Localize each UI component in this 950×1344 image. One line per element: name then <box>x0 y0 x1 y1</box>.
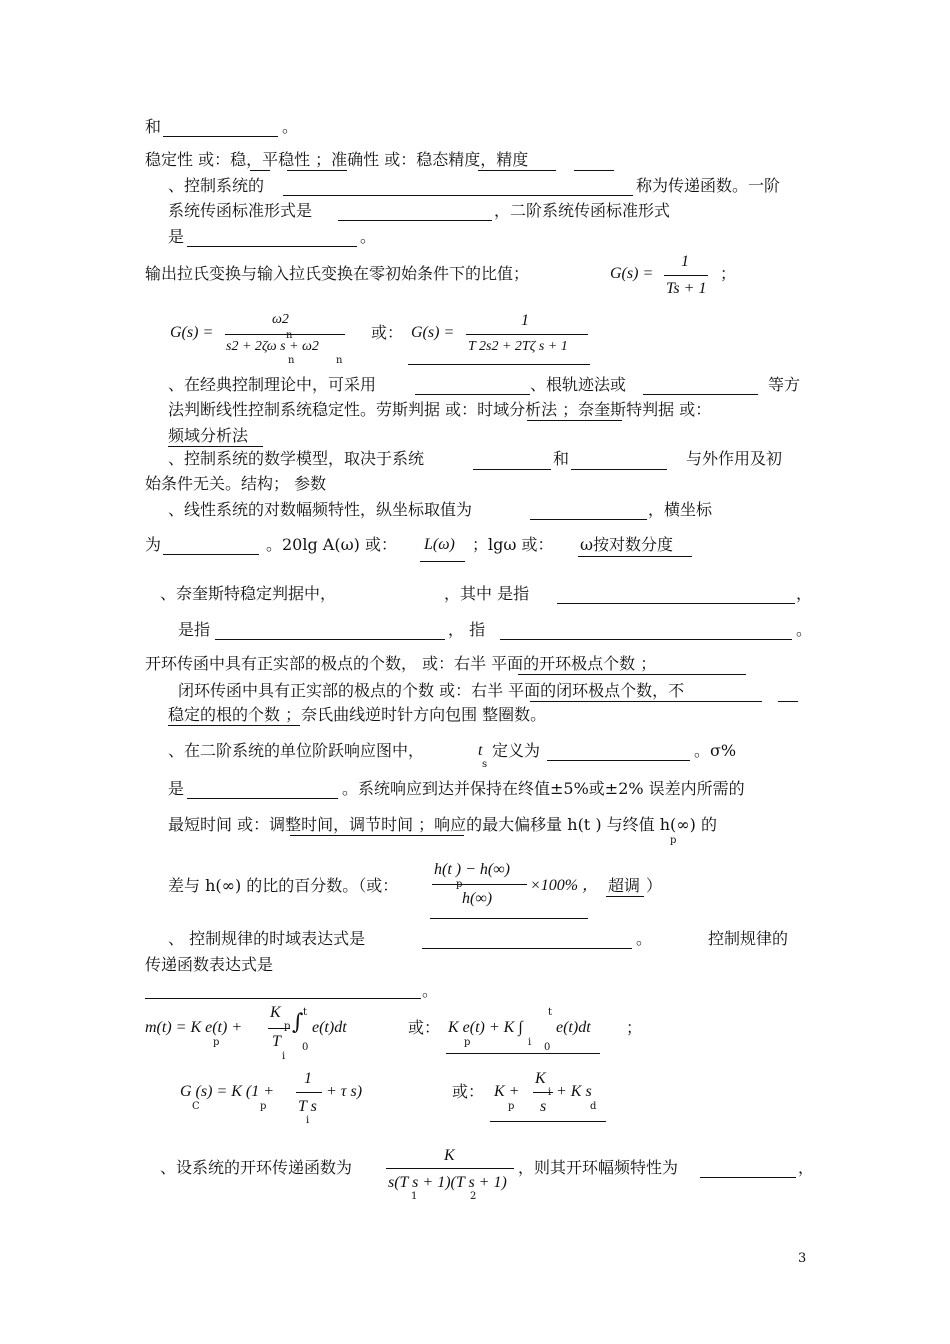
answer-blank <box>163 554 259 555</box>
formula-denominator: s <box>540 1098 547 1115</box>
answer-blank <box>557 603 795 604</box>
formula: K e(t) + K ∫ <box>448 1019 523 1036</box>
question-text: 和 <box>553 449 570 468</box>
formula-denominator: T <box>272 1033 281 1050</box>
answer-line: 法判断线性控制系统稳定性。劳斯判据 或：时域分析法 ；奈奎斯特判据 或： <box>168 400 712 419</box>
answer-line: L(ω) <box>424 536 455 553</box>
integral-symbol: ∫ <box>292 1010 304 1035</box>
answer-line: ω按对数分度 <box>580 535 674 554</box>
answer-blank <box>338 220 492 221</box>
formula-numerator: K <box>535 1070 546 1087</box>
page-number: 3 <box>798 1251 807 1266</box>
question-text: 。 <box>636 929 653 948</box>
question-text: ， <box>798 1158 815 1177</box>
answer-blank <box>422 948 632 949</box>
formula: t <box>478 742 483 759</box>
answer-line: 差与 h(∞) 的比的百分数。（或： <box>168 876 399 895</box>
question-text: 是 <box>168 227 185 246</box>
question-text: 称为传递函数。一阶 <box>636 176 781 195</box>
text-line: 或： <box>452 1082 485 1101</box>
question-text: 控制规律的 <box>708 929 789 948</box>
formula-numerator: 1 <box>681 253 689 270</box>
question-text: ，横坐标 <box>648 500 713 519</box>
answer-blank <box>283 195 633 196</box>
formula-denominator: h(∞) <box>462 890 493 907</box>
formula-denominator: Ts + 1 <box>666 280 707 297</box>
answer-line: 稳定的根的个数 ；奈氏曲线逆时针方向包围 整圈数。 <box>168 705 547 724</box>
formula-numerator: K <box>270 1004 281 1021</box>
question-text: 、根轨迹法或 <box>530 375 627 394</box>
text-line: 。 <box>282 117 299 136</box>
answer-blank <box>145 998 421 999</box>
question-text: ， 指 <box>448 620 486 639</box>
answer-blank <box>700 1177 796 1178</box>
answer-line: 超调 <box>608 876 641 895</box>
text-line: 或： <box>408 1018 441 1037</box>
question-text: 是 <box>168 779 185 798</box>
question-text: 是指 <box>178 620 211 639</box>
formula: K + <box>494 1083 520 1100</box>
question-text: 、控制系统的 <box>168 176 265 195</box>
answer-line: 闭环传函中具有正实部的极点的个数 或：右半 平面的闭环极点个数，不 <box>178 681 685 700</box>
answer-line: 频域分析法 <box>168 426 249 445</box>
text-line: ； <box>626 1018 643 1037</box>
answer-blank <box>187 798 338 799</box>
answer-line: 稳定性 或：稳，平稳性 ；准确性 或：稳态精度，精度 <box>145 150 529 169</box>
formula: + K s <box>556 1083 592 1100</box>
answer-line: ；lgω 或： <box>472 535 554 554</box>
answer-blank <box>215 639 445 640</box>
question-text: 。 <box>796 620 813 639</box>
answer-blank <box>163 136 278 137</box>
answer-blank <box>571 469 667 470</box>
question-text: 定义为 <box>492 741 541 760</box>
formula-numerator: h(t ) − h(∞) <box>434 861 510 878</box>
formula-numerator: 1 <box>521 312 529 329</box>
answer-line: 始条件无关。结构； 参数 <box>145 474 327 493</box>
question-text: ，则其开环幅频特性为 <box>518 1158 679 1177</box>
answer-blank <box>415 394 530 395</box>
question-text: 、线性系统的对数幅频特性，纵坐标取值为 <box>168 500 473 519</box>
formula: + τ s) <box>326 1083 363 1100</box>
formula-numerator: 1 <box>304 1070 312 1087</box>
answer-blank <box>643 394 758 395</box>
text-line: ； <box>720 264 737 283</box>
formula: G(s) = <box>411 324 455 341</box>
question-text: 与外作用及初 <box>686 449 783 468</box>
question-text: 等方 <box>768 375 801 394</box>
question-text: 。σ% <box>694 741 737 760</box>
question-text: 、 控制规律的时域表达式是 <box>168 929 366 948</box>
question-text: ，其中 是指 <box>444 584 530 603</box>
answer-line: 输出拉氏变换与输入拉氏变换在零初始条件下的比值； <box>145 264 530 283</box>
formula-numerator: K <box>444 1147 455 1164</box>
question-text: 、在经典控制理论中，可采用 <box>168 375 377 394</box>
formula: G(s) = <box>170 324 214 341</box>
text-line: 和 <box>145 117 162 136</box>
formula-denominator: s2 + 2ζω s + ω2 <box>226 339 319 354</box>
formula-denominator: T 2s2 + 2Tζ s + 1 <box>468 339 568 354</box>
formula: m(t) = K e(t) + <box>145 1019 243 1036</box>
formula: G(s) = <box>610 265 654 282</box>
formula-denominator: T s <box>298 1098 317 1115</box>
formula-denominator: s(T s + 1)(T s + 1) <box>388 1174 507 1191</box>
question-text: 、设系统的开环传递函数为 <box>160 1158 353 1177</box>
answer-line: 开环传函中具有正实部的极点的个数， 或：右半 平面的开环极点个数 ； <box>145 654 657 673</box>
answer-blank <box>187 246 357 247</box>
text-line: 或： <box>371 323 404 342</box>
answer-blank <box>473 469 551 470</box>
question-text: 、控制系统的数学模型，取决于系统 <box>168 449 425 468</box>
formula: e(t)dt <box>556 1019 591 1036</box>
formula: ×100% ， <box>530 877 599 894</box>
formula: G (s) = K (1 + <box>180 1083 275 1100</box>
question-text: 、奈奎斯特稳定判据中， <box>160 584 337 603</box>
formula-numerator: ω2 <box>272 312 289 327</box>
answer-line: 最短时间 或：调整时间，调节时间 ；响应的最大偏移量 h(t ) 与终值 h(∞) 的 <box>168 815 717 834</box>
question-text: 系统传函标准形式是 <box>168 201 313 220</box>
question-text: ， <box>796 584 813 603</box>
answer-blank <box>547 760 690 761</box>
question-text: 为 <box>145 535 162 554</box>
formula: e(t)dt <box>312 1019 347 1036</box>
question-text: ，二阶系统传函标准形式 <box>494 201 671 220</box>
text-line: ） <box>646 876 663 895</box>
answer-blank <box>500 639 792 640</box>
question-text: 。 <box>422 981 439 1000</box>
answer-line: 。系统响应到达并保持在终值±5%或±2% 误差内所需的 <box>342 779 745 798</box>
question-text: 。 <box>360 227 377 246</box>
answer-line: 。20lg A(ω) 或： <box>266 535 397 554</box>
answer-blank <box>530 519 647 520</box>
question-text: 传递函数表达式是 <box>145 955 274 974</box>
question-text: 、在二阶系统的单位阶跃响应图中， <box>168 741 425 760</box>
